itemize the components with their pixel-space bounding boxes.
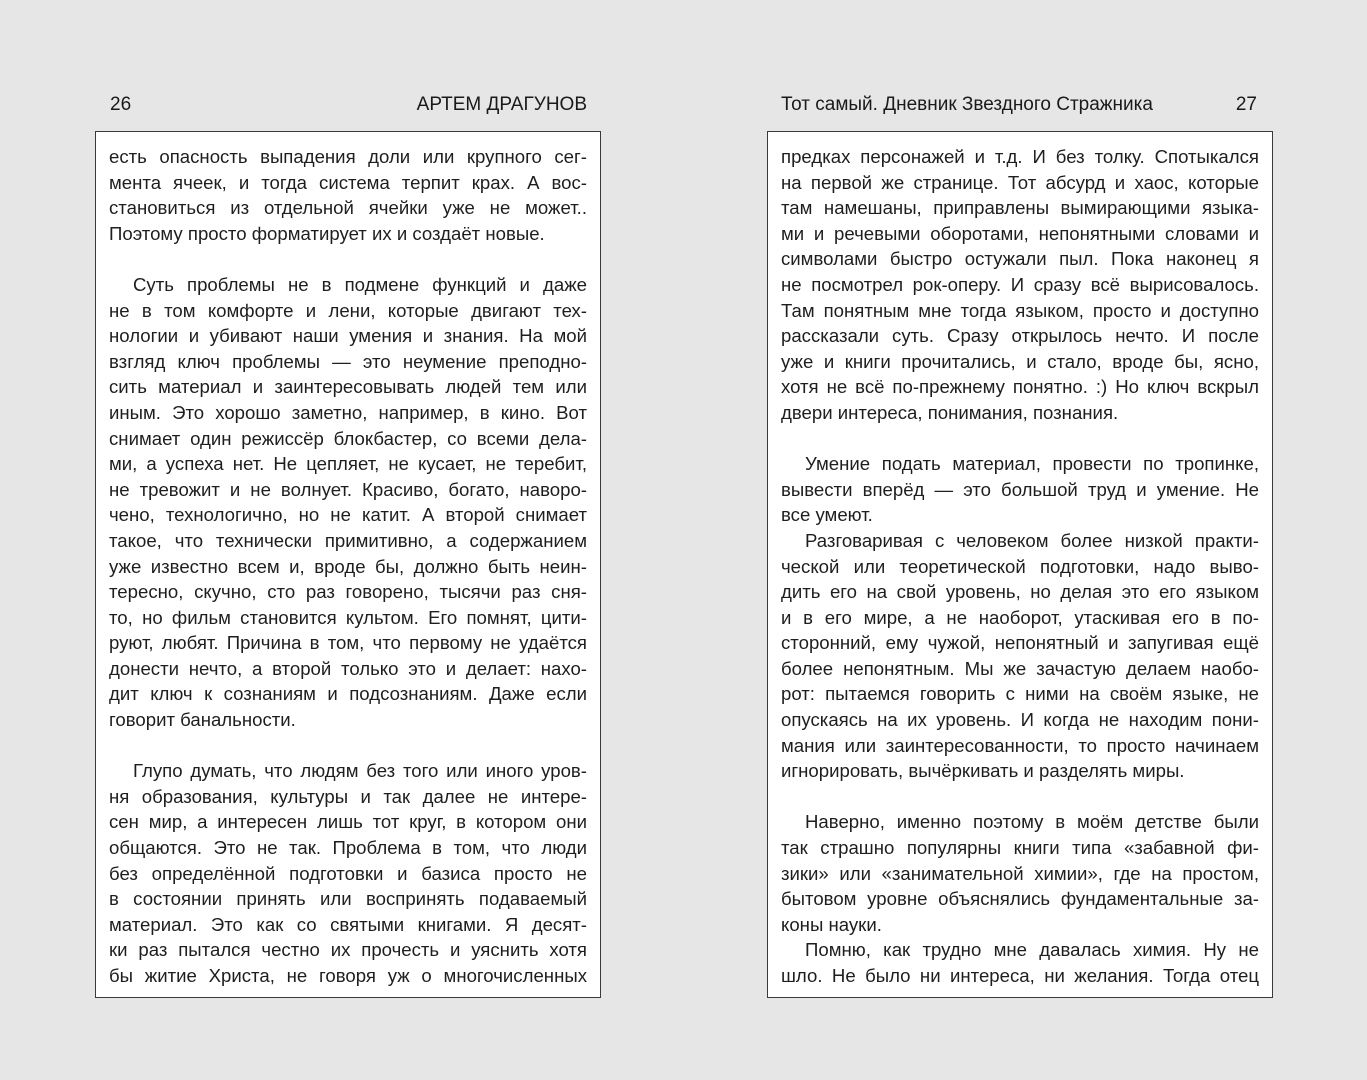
running-head [95, 92, 601, 118]
text-line: сторонний, ему чужой, непонятный и запугивая ещё [781, 632, 1259, 654]
text-line: Поэтому просто форматирует их и создаёт новые. [109, 222, 545, 244]
text-line: материал. Это как со святыми книгами. Я десят- [109, 913, 587, 935]
text-line: Там понятным мне тогда языком, просто и доступно [781, 299, 1259, 321]
text-line: не тревожит и не волнует. Красиво, богато, наворо- [109, 478, 587, 500]
running-title: АРТЕМ ДРАГУНОВ [416, 94, 587, 115]
body-text [109, 144, 587, 989]
paragraph-gap [781, 784, 1259, 810]
text-line: есть опасность выпадения доли или крупного сег- [109, 146, 587, 167]
paragraph-gap [109, 246, 587, 272]
text-line: такое, что технически примитивно, а содержанием [109, 529, 587, 551]
text-line: чено, технологично, но не катит. А второй снимает [109, 504, 587, 526]
text-line: ня образования, культуры и так далее не интере- [109, 785, 587, 807]
text-line: бы житие Христа, не говоря уж о многочисленных [109, 965, 587, 986]
text-line: зики» или «занимательной химии», где на простом, [781, 862, 1259, 884]
text-line: ми и речевыми оборотами, непонятными словами и [781, 222, 1259, 244]
text-line: уже известно всем и, вроде бы, должно быть неин- [109, 555, 587, 577]
text-line: двери интереса, понимания, познания. [781, 401, 1119, 423]
text-line: руют, любят. Причина в том, что первому не удаётся [109, 632, 587, 654]
text-line: там намешаны, приправлены вымирающими языка- [781, 197, 1259, 219]
text-line: коны науки. [781, 913, 882, 935]
text-line: все умеют. [781, 504, 873, 526]
text-line: общаются. Это не так. Проблема в том, что люди [109, 837, 587, 859]
text-line: опускаясь на их уровень. И когда не находим пони- [781, 709, 1259, 731]
text-line: ки раз пытался честно их прочесть и уяснить хотя [109, 939, 587, 961]
text-line: хотя не всё по-прежнему понятно. :) Но ключ вскрыл [781, 376, 1259, 398]
page-number: 26 [110, 94, 132, 115]
text-line: предках персонажей и т.д. И без толку. Спотыкался [781, 146, 1259, 167]
text-line: не в том комфорте и лени, которые двигают тех- [109, 299, 587, 321]
text-line: рассказали суть. Сразу открылось нечто. И после [781, 325, 1259, 347]
text-line: говорит банальности. [109, 709, 296, 731]
text-line: дит ключ к сознаниям и подсознаниям. Даже если [109, 683, 587, 705]
text-line: мента ячеек, и тогда система терпит крах. А вос- [109, 171, 587, 193]
text-line: рот: пытаемся говорить с ними на своём языке, не [781, 683, 1259, 705]
text-line: сить материал и заинтересовывать людей тем или [109, 376, 587, 398]
text-line: Наверно, именно поэтому в моём детстве были [805, 811, 1259, 833]
text-line: взгляд ключ проблемы — это неумение преподно- [109, 350, 587, 372]
text-line: дить его на свой уровень, но делая это его языком [781, 581, 1259, 603]
text-line: в состоянии принять или воспринять подаваемый [109, 888, 587, 910]
running-title: Тот самый. Дневник Звездного Стражника [781, 94, 1153, 115]
page-number: 27 [1235, 94, 1257, 115]
text-line: Глупо думать, что людям без того или иного уров- [133, 760, 587, 782]
text-line: шло. Не было ни интереса, ни желания. Тогда отец [781, 965, 1259, 986]
running-head [767, 92, 1273, 118]
text-line: без определённой подготовки и базиса просто не [109, 862, 587, 884]
text-line: донести нечто, а второй только это и делает: нахо- [109, 657, 587, 679]
text-line: мания или заинтересованности, то просто начинаем [781, 734, 1259, 756]
text-line: бытовом уровне объяснялись фундаментальные за- [781, 888, 1259, 910]
text-line: Разговаривая с человеком более низкой практи- [805, 529, 1259, 551]
text-line: символами быстро остужали пыл. Пока наконец я [781, 248, 1259, 270]
text-frame [767, 131, 1273, 998]
text-frame [95, 131, 601, 998]
text-line: ческой или теоретической подготовки, надо выво- [781, 555, 1259, 577]
text-line: уже и книги прочитались, и стало, вроде бы, ясно, [781, 350, 1259, 372]
text-line: ми, а успеха нет. Не цепляет, не кусает, не теребит, [109, 453, 587, 475]
text-line: сен мир, а интересен лишь тот круг, в котором они [109, 811, 587, 833]
text-line: не посмотрел рок-оперу. И сразу всё вырисовалось. [781, 273, 1259, 295]
text-line: так страшно популярны книги типа «забавной фи- [781, 837, 1259, 859]
text-line: Помню, как трудно мне давалась химия. Ну не [805, 939, 1259, 961]
text-line: Суть проблемы не в подмене функций и даже [133, 273, 587, 295]
body-text [781, 144, 1259, 989]
text-line: иным. Это хорошо заметно, например, в кино. Вот [109, 401, 587, 423]
text-line: снимает один режиссёр блокбастер, со всеми дела- [109, 427, 587, 449]
text-line: нологии и убивают наши умения и знания. На мой [109, 325, 587, 347]
right-page [767, 0, 1273, 1080]
text-line: более непонятным. Мы же зачастую делаем наобо- [781, 657, 1259, 679]
text-line: вывести вперёд — это большой труд и умение. Не [781, 478, 1259, 500]
text-line: тересно, скучно, сто раз говорено, тысячи раз сня- [109, 581, 587, 603]
paragraph-gap [109, 733, 587, 759]
text-line: то, но фильм становится культом. Его помнят, цити- [109, 606, 587, 628]
paragraph-gap [781, 426, 1259, 452]
left-page [95, 0, 601, 1080]
text-line: Умение подать материал, провести по тропинке, [805, 453, 1259, 475]
text-line: на первой же странице. Тот абсурд и хаос, которые [781, 171, 1259, 193]
text-line: становиться из отдельной ячейки уже не может.. [109, 197, 587, 219]
text-line: и в его мире, а не наоборот, утаскивая его в по- [781, 606, 1259, 628]
text-line: игнорировать, вычёркивать и разделять миры. [781, 760, 1185, 782]
